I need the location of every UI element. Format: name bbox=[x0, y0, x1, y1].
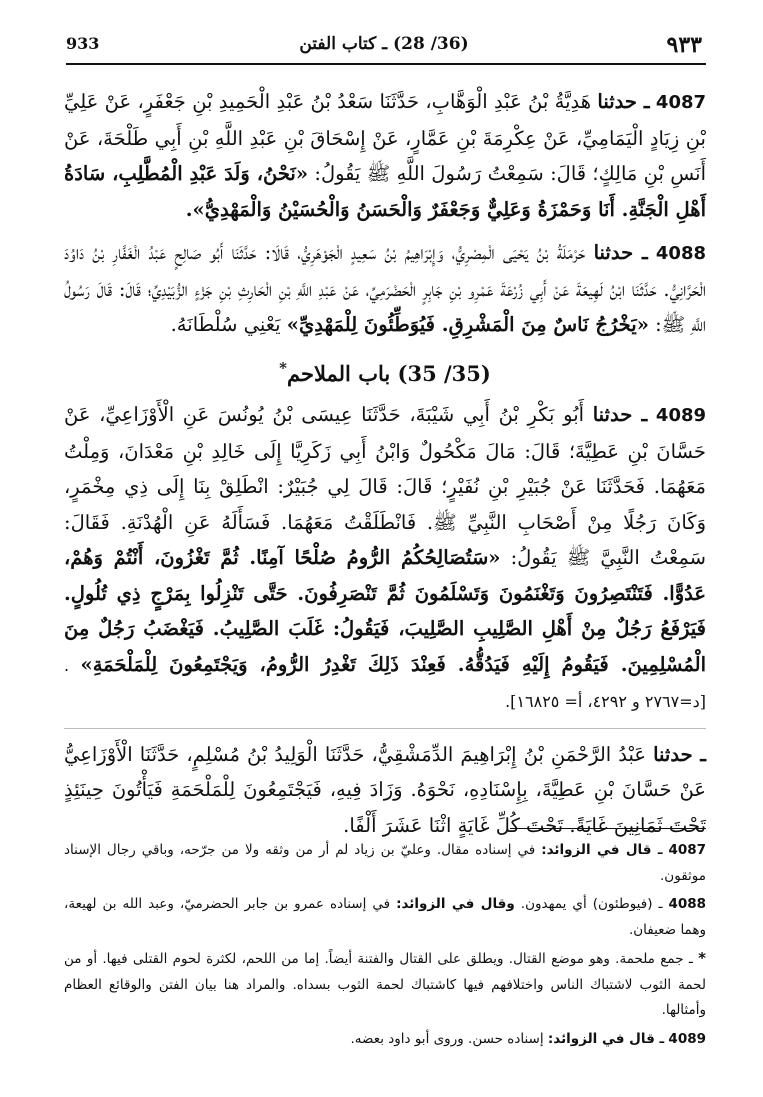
footnote-4089 bbox=[64, 1027, 706, 1053]
footnote-marker: * bbox=[698, 949, 706, 967]
page-number-arabic: ٩٣٣ bbox=[666, 32, 702, 58]
footnote-4087 bbox=[64, 838, 706, 889]
footnote-rule bbox=[510, 828, 706, 829]
hadith-chain: أَبُو بَكْرِ بْنُ أَبِي شَيْبَةَ، حَدَّثَنَا عِيسَى بْنُ يُونُسَ عَنِ الْأَوْزَاعِيِّ، عَنْ حَسَّانَ بْنِ عَطِيَّةَ؛ قَالَ: مَالَ مَكْحُولٌ وَابْنُ أَبِي زَكَرِيَّا إِلَى خَالِدِ بْنِ مَعْدَانَ، وَمِلْتُ مَعَهُمَا. فَحَدَّثَنَا عَنْ جُبَيْرِ بْنِ نُفَيْرٍ؛ قَالَ: قَالَ لِي جُبَيْرٌ: انْطَلِقْ بِنَا إِلَى ذِي مِخْمَرٍ، وَكَانَ رَجُلًا مِنْ أَصْحَابِ النَّبِيِّ ﷺ. فَانْطَلَقْتُ مَعَهُمَا. فَسَأَلَهُ عَنِ الْهُدْنَةِ. فَقَالَ: سَمِعْتُ النَّبِيَّ ﷺ يَقُولُ: bbox=[64, 403, 706, 569]
main-text bbox=[64, 84, 706, 851]
page-header bbox=[66, 34, 702, 60]
footnote-text: ـ (فيوطئون) أي يمهدون. bbox=[520, 896, 663, 912]
footnote-label: ـ قال في الزوائد: bbox=[541, 842, 663, 858]
hadith-lead: ـ حدثنا bbox=[597, 90, 650, 113]
hadith-4088 bbox=[64, 235, 706, 343]
footnote-4088 bbox=[64, 892, 706, 943]
footnote-label: ـ قال في الزوائد: bbox=[547, 1030, 665, 1047]
hadith-4089 bbox=[64, 397, 706, 720]
hadith-matn: «يَخْرُجُ نَاسٌ مِنَ الْمَشْرِقِ. فَيُوَطِّئُونَ لِلْمَهْدِيِّ» bbox=[286, 313, 649, 336]
cross-reference: . [د=٢٧٦٧ و ٤٢٩٢، أ= ١٦٨٢٥]. bbox=[64, 655, 706, 711]
footnote-text: في إسناده مقال. وعليّ بن زياد لم أر من وثقه ولا من جرّحه، وباقي رجال الإسناد موثقون. bbox=[64, 842, 706, 884]
hadith-chain: عَبْدُ الرَّحْمَنِ بْنُ إِبْرَاهِيمَ الدِّمَشْقِيُّ، حَدَّثَنَا الْوَلِيدُ بْنُ مُسْلِمٍ، حَدَّثَنَا الْأَوْزَاعِيُّ عَنْ حَسَّانَ بْنِ عَطِيَّةَ، بِإِسْنَادِهِ، نَحْوَهُ. وَزَادَ فِيهِ، فَيَجْتَمِعُونَ لِلْمَلْحَمَةِ فَيَأْتُونَ حِينَئِذٍ تَحْتَ ثَمَانِينَ غَايَةً. تَحْتَ كُلِّ غَايَةٍ اثْنَا عَشَرَ أَلْفًا. bbox=[64, 742, 706, 837]
footnote-number: 4089 bbox=[668, 1030, 706, 1047]
footnote-number: 4087 bbox=[668, 842, 707, 858]
header-rule bbox=[66, 63, 706, 65]
hadith-lead: ـ حدثنا bbox=[592, 403, 648, 426]
footnote-number: 4088 bbox=[668, 896, 707, 912]
hadith-number: 4088 bbox=[655, 243, 706, 264]
footnote-chapter bbox=[64, 946, 706, 1024]
footnote-label: وقال في الزوائد: bbox=[396, 896, 515, 912]
hadith-4087 bbox=[64, 84, 706, 227]
chapter-title: (35/ 35) باب الملاحم bbox=[287, 360, 491, 386]
hadith-number: 4087 bbox=[655, 92, 707, 113]
hadith-tail: يَعْنِي سُلْطَانَهُ. bbox=[170, 313, 281, 336]
hadith-matn: «سَتُصَالِحُكُمُ الرُّومُ صُلْحًا آمِنًا. ثُمَّ تَغْزُونَ، أَنْتُمْ وَهُمْ، عَدُوًّا. فَتَنْتَصِرُونَ وَتَغْنَمُونَ وَتَسْلَمُونَ ثُمَّ تَنْصَرِفُونَ. حَتَّى تَنْزِلُوا بِمَرْجٍ ذِي تُلُولٍ. فَيَرْفَعُ رَجُلٌ مِنْ أَهْلِ الصَّلِيبِ الصَّلِيبَ، فَيَقُولُ: غَلَبَ الصَّلِيبُ. فَيَغْضَبُ رَجُلٌ مِنَ الْمُسْلِمِينَ. فَيَقُومُ إِلَيْهِ فَيَدُقُّهُ. فَعِنْدَ ذَلِكَ تَغْدِرُ الرُّومُ، وَيَجْتَمِعُونَ لِلْمَلْحَمَةِ» bbox=[64, 546, 707, 676]
hadith-chain: هَدِيَّةُ بْنُ عَبْدِ الْوَهَّابِ، حَدَّثَنَا سَعْدُ بْنُ عَبْدِ الْحَمِيدِ بْنِ جَعْفَرٍ، عَنْ عَلِيِّ بْنِ زِيَادٍ الْيَمَامِيِّ، عَنْ عِكْرِمَةَ بْنِ عَمَّارٍ، عَنْ إِسْحَاقَ بْنِ عَبْدِ اللَّهِ بْنِ أَبِي طَلْحَةَ، عَنْ أَنَسِ بْنِ مَالِكٍ؛ قَالَ: سَمِعْتُ رَسُولَ اللَّهِ ﷺ يَقُولُ: bbox=[64, 90, 706, 185]
footnotes bbox=[64, 838, 706, 1055]
footnote-text-2: في إسناده عمرو بن جابر الحضرميّ، وعبد الله بن لهيعة، وهما ضعيفان. bbox=[64, 896, 706, 938]
page-number-latin: 933 bbox=[66, 34, 100, 53]
chapter-heading bbox=[64, 351, 706, 392]
separator-line bbox=[64, 728, 706, 729]
footnote-text: ـ جمع ملحمة. وهو موضع القتال. ويطلق على القتال والفتنة أيضاً. إما من اللحم، لكثرة لحوم القتلى فيها. أو من لحمة الثوب لاشتباك الناس واختلافهم فيها كاشتباك لحمة الثوب بسداه. والمراد هنا بيان الفتن والوقائع العظام وأمثالها. bbox=[64, 951, 706, 1018]
hadith-number: 4089 bbox=[655, 405, 707, 426]
hadith-lead: ـ حدثنا bbox=[653, 742, 706, 766]
hadith-chain: حَرْمَلَةُ بْنُ يَحْيَى الْمِصْرِيُّ، وَإِبْرَاهِيمُ بْنُ سَعِيدٍ الْجَوْهَرِيُّ، قَالَا: حَدَّثَنَا أَبُو صَالِحٍ عَبْدُ الْغَفَّارِ بْنُ دَاوُدَ الْحَرَّانِيُّ. حَدَّثَنَا ابْنُ لَهِيعَةَ عَنْ أَبِي زُرْعَةَ عَمْرِو بْنِ جَابِرٍ الْحَضْرَمِيِّ، عَنْ عَبْدِ اللَّهِ بْنِ الْحَارِثِ بْنِ جَزْءٍ الزُّبَيْدِيِّ؛ قَالَ: قَالَ رَسُولُ اللَّهِ ﷺ: bbox=[64, 241, 706, 336]
running-title: (36/ 28) ـ كتاب الفتن bbox=[299, 34, 469, 54]
hadith-matn: «نَحْنُ، وَلَدَ عَبْدِ الْمُطَّلِبِ، سَادَةُ أَهْلِ الْجَنَّةِ. أَنَا وَحَمْزَةُ وَعَلِيٌّ وَجَعْفَرٌ وَالْحَسَنُ وَالْحُسَيْنُ وَالْمَهْدِيُّ». bbox=[64, 162, 706, 221]
chapter-footnote-marker: * bbox=[279, 358, 288, 377]
hadith-lead: ـ حدثنا bbox=[593, 241, 648, 264]
footnote-text: إسناده حسن. وروى أبو داود بعضه. bbox=[350, 1030, 544, 1047]
